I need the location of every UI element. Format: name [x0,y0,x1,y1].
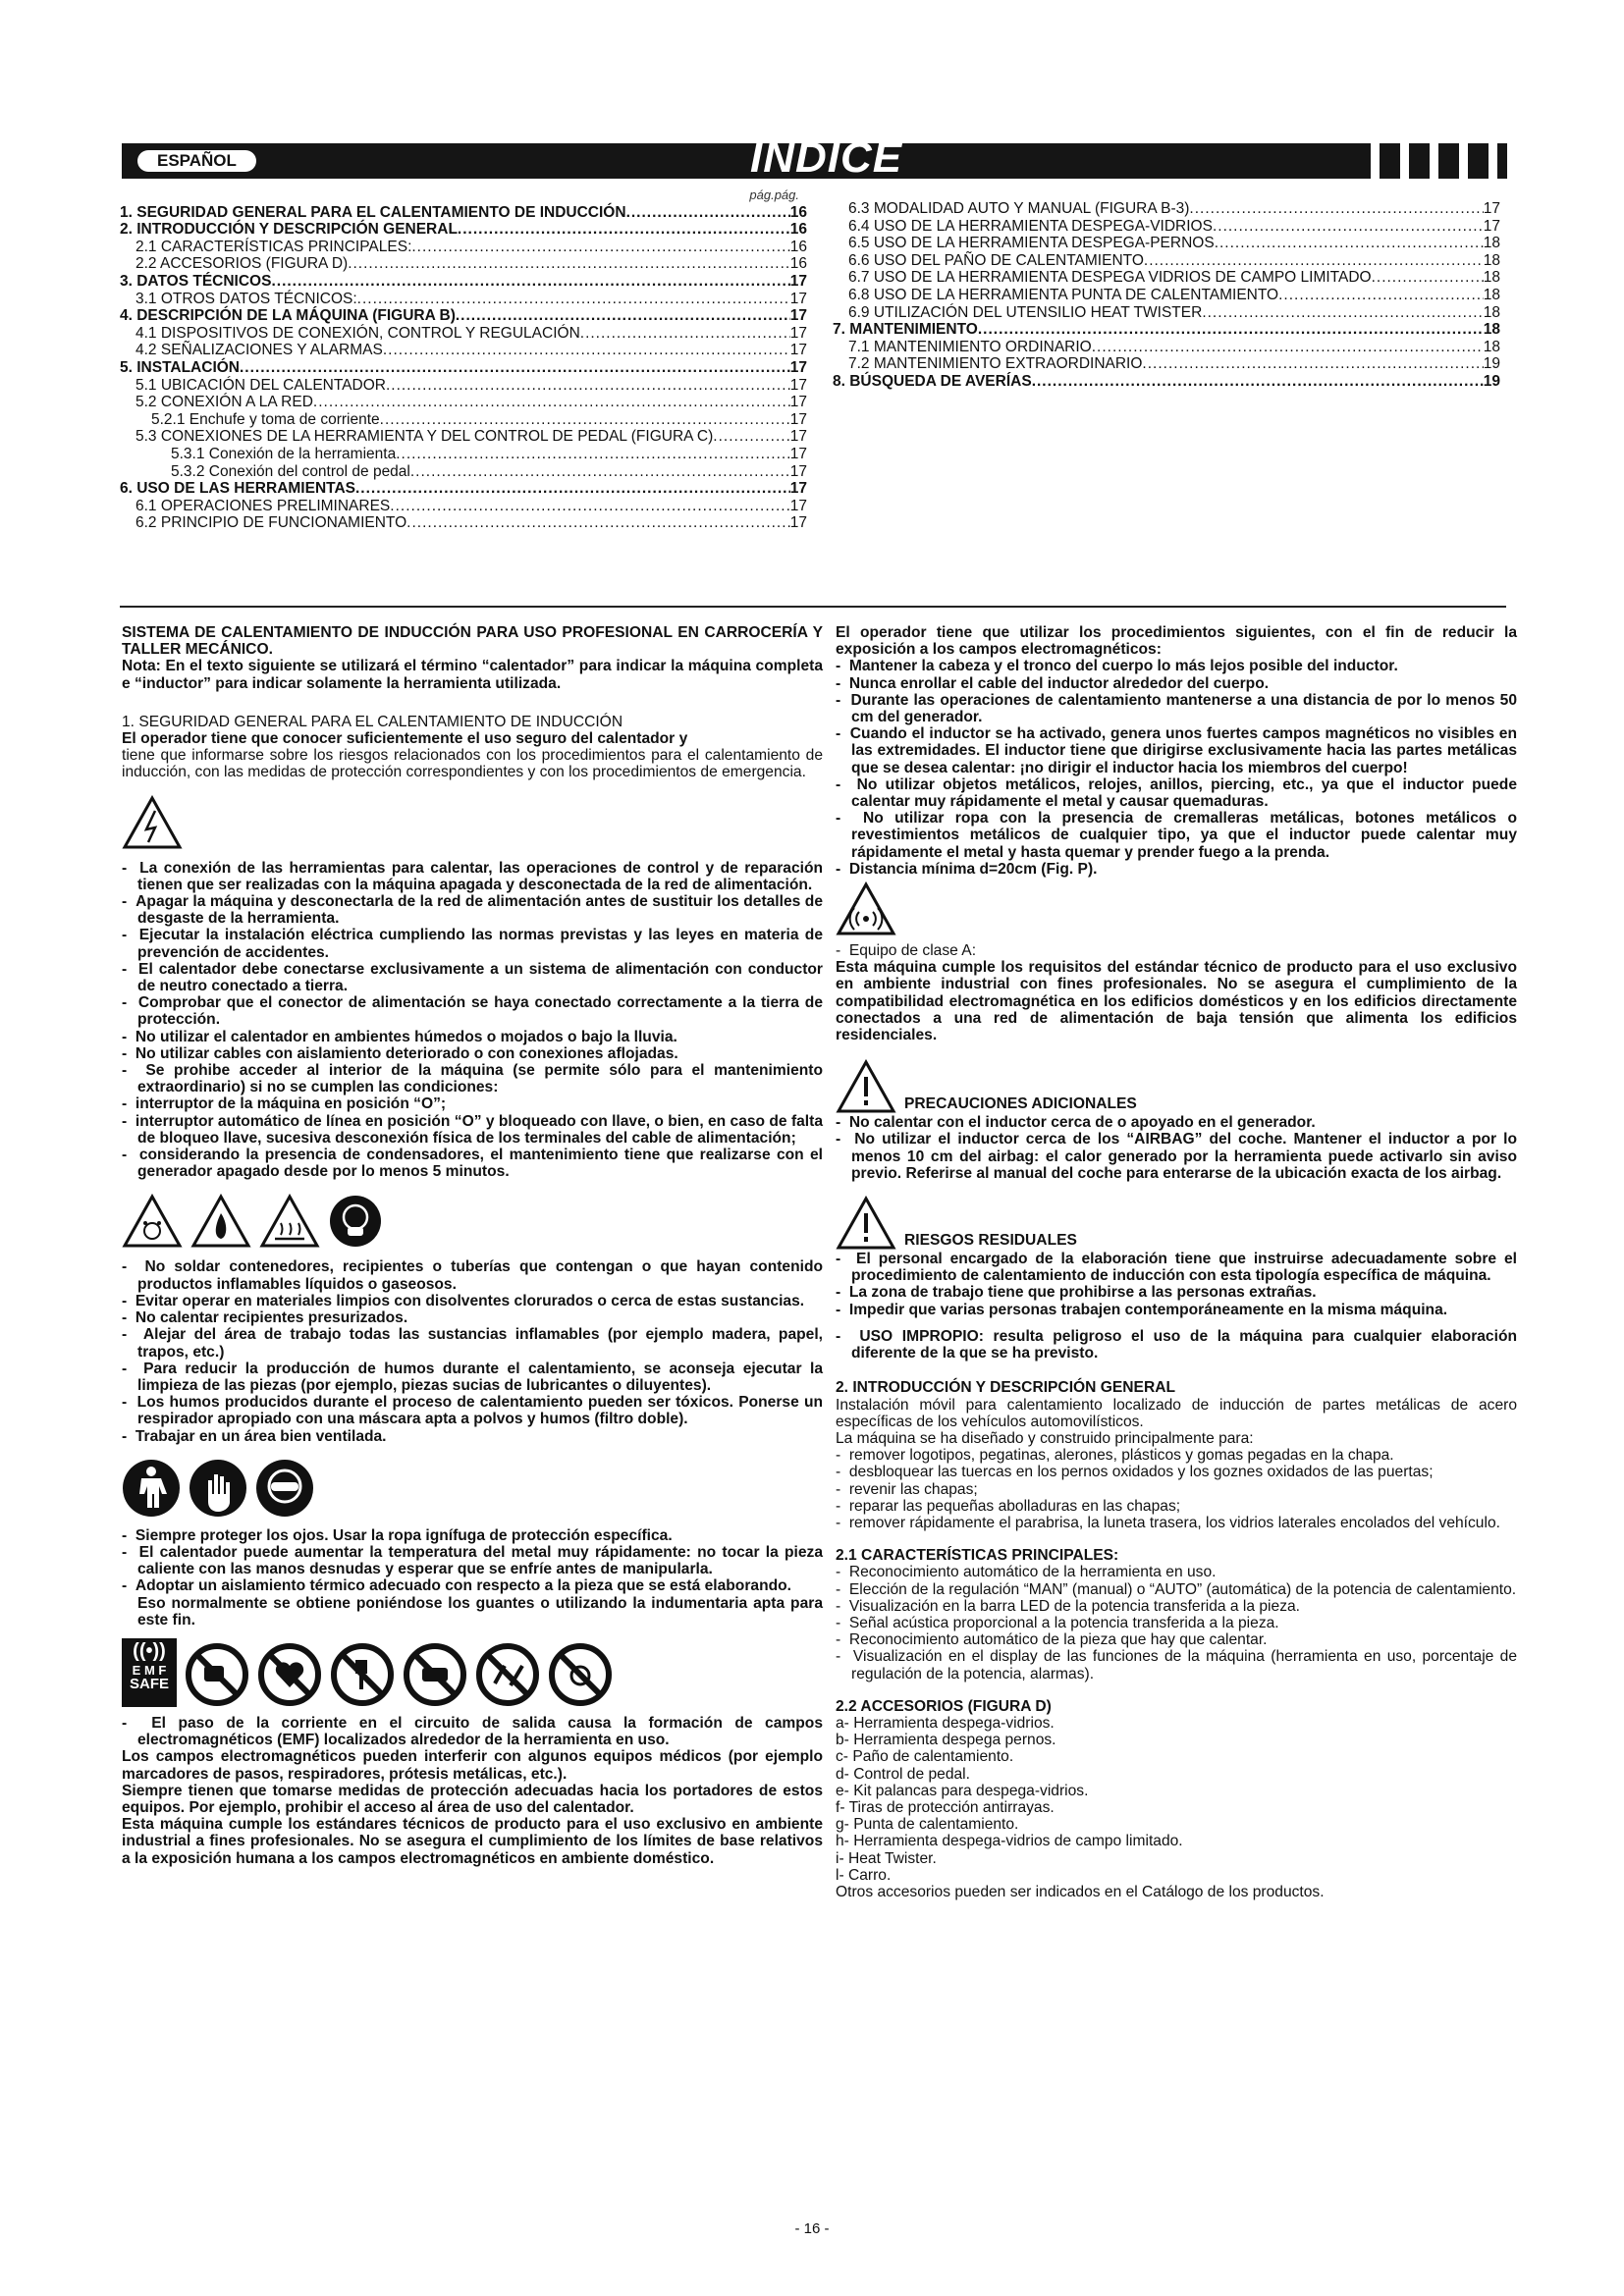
list-item: - interruptor automático de línea en posición “O” y bloqueado con llave, o bien, en caso de falta de bloqueo llave, sucesiva desconexión física de los terminales del cable de alimentación; [122,1112,824,1147]
accessory-item: i- Heat Twister. [836,1849,937,1867]
list-item-text: Nunca enrollar el cable del inductor alrededor del cuerpo. [848,674,1270,692]
toc-entry-page: 17 [789,514,807,532]
toc-entry-title: 5.3.2 Conexión del control de pedal [171,462,410,480]
emf-paragraph-1: Los campos electromagnéticos pueden interferir con algunos equipos médicos (por ejemplo marcadores de pasos, respiradores, prótesis metálicas, etc.). [122,1748,823,1783]
toc-entry-page: 17 [789,428,807,446]
accessory-item: a- Herramienta despega-vidrios. [836,1714,1055,1732]
toc-leader-dots [458,221,790,239]
toc-entry[interactable] [120,480,807,498]
class-a-item: - Equipo de clase A: [836,942,977,960]
note: Nota: En el texto siguiente se utilizará el término “calentador” para indicar la máquina completa e “inductor” para indicar solamente la herramienta utilizada. [122,658,823,692]
toc-leader-dots [1032,373,1484,391]
list-item-text: Se prohibe acceder al interior de la máquina (se permite sólo para el mantenimiento extraordinario) si no se cumplen las condiciones: [137,1062,824,1096]
toc-entry[interactable] [120,411,807,429]
section-1-intro: tiene que informarse sobre los riesgos relacionados con los procedimientos para el calentamiento de inducción, con las medidas de protección correspondientes y con los procedimientos de emergencia. [122,747,823,781]
list-item: - Comprobar que el conector de alimentación se haya conectado correctamente a la tierra de protección. [122,994,823,1029]
toc-entry-page: 17 [789,307,807,325]
toc-entry[interactable] [833,339,1500,356]
toc-leader-dots [713,428,789,446]
electric-shock-warning-icon [122,795,183,850]
toc-entry-page: 18 [1483,321,1500,339]
toc-entry-page: 17 [789,497,807,514]
toc-leader-dots [380,411,790,429]
section-1-title: 1. SEGURIDAD GENERAL PARA EL CALENTAMIENTO DE INDUCCIÓN [122,713,623,730]
toc-entry-page: 18 [1483,303,1500,321]
toc-entry-title: 6.8 USO DE LA HERRAMIENTA PUNTA DE CALENTAMIENTO [848,286,1279,303]
list-item: - El calentador puede aumentar la temperatura del metal muy rápidamente: no tocar la pieza caliente con las manos desnudas y esperar que se enfríe antes de manipularla. [122,1543,823,1578]
toc-right [833,200,1500,391]
list-item: - No calentar recipientes presurizados. [122,1309,408,1327]
toc-entry-title: 2.2 ACCESORIOS (FIGURA D) [135,255,349,273]
toc-entry[interactable] [833,269,1500,287]
list-item-text: Elección de la regulación “MAN” (manual) o “AUTO” (automática) de la potencia de calentamiento. [848,1580,1517,1598]
list-item-text: Visualización en la barra LED de la potencia transferida a la pieza. [848,1597,1300,1615]
list-item: - Visualización en la barra LED de la potencia transferida a la pieza. [836,1597,1300,1615]
respirator-mask-icon [328,1194,383,1249]
safety-list-1 [122,860,823,1181]
additional-precautions-heading [836,1059,1517,1114]
safety-list-2 [122,1258,823,1444]
toc-entry[interactable] [120,307,807,325]
list-item-text: interruptor automático de línea en posición “O” y bloqueado con llave, o bien, en caso de falta de bloqueo llave, sucesiva desconexión física de los terminales del cable de alimentación; [135,1112,824,1147]
list-item-text: Apagar la máquina y desconectarla de la red de alimentación antes de sustituir los detalles de desgaste de la herramienta. [135,893,823,928]
toc-entry[interactable] [120,204,807,222]
toc-leader-dots [386,377,790,395]
toc-entry[interactable] [833,252,1500,270]
list-item-text: No utilizar ropa con la presencia de cremalleras metálicas, botones metálicos o revestimientos metálicos de cualquier tipo, ya que el inductor puede calentar muy rápidamente el metal y hasta quemar y prender fuego a la prenda. [851,810,1518,861]
residual-risks-title: RIESGOS RESIDUALES [904,1231,1077,1249]
toc-leader-dots [348,255,790,273]
list-item-text: desbloquear las tuercas en los pernos oxidados y los goznes oxidados de las puertas; [848,1464,1434,1481]
toc-entry-title: 6.7 USO DE LA HERRAMIENTA DESPEGA VIDRIOS DE CAMPO LIMITADO [848,269,1372,287]
toc-entry-title: 2.1 CARACTERÍSTICAS PRINCIPALES: [135,238,412,255]
safe-label: SAFE [129,1675,169,1692]
list-item-text: La conexión de las herramientas para calentar, las operaciones de control y de reparación tienen que ser realizadas con la máquina apagada y desconectada de la red de alimentación. [137,859,823,893]
toc-entry-title: 5.2 CONEXIÓN A LA RED [135,394,313,411]
toc-leader-dots [396,446,790,463]
list-item-text: No utilizar cables con aislamiento deteriorado o con conexiones aflojadas. [135,1044,678,1062]
toc-entry-title: 6.6 USO DEL PAÑO DE CALENTAMIENTO [848,251,1144,269]
toc-leader-dots [1215,235,1484,252]
list-item: - Durante las operaciones de calentamiento mantenerse a una distancia de por lo menos 50 cm del generador. [836,691,1518,726]
list-item: - El paso de la corriente en el circuito de salida causa la formación de campos electromagnéticos (EMF) localizados alrededor de la herramienta en uso. [122,1714,823,1749]
list-item: - Impedir que varias personas trabajen contemporáneamente en la misma máquina. [836,1301,1448,1318]
list-item: - interruptor de la máquina en posición “O”; [122,1095,447,1113]
toc-leader-dots [1202,304,1483,322]
list-item: - Apagar la máquina y desconectarla de la red de alimentación antes de sustituir los detalles de desgaste de la herramienta. [122,893,823,928]
toc-entry[interactable] [120,291,807,308]
emf-safe-icon: ((•)) E M F SAFE [122,1638,177,1707]
accessory-item: h- Herramienta despega-vidrios de campo limitado. [836,1833,1183,1850]
toc-entry-page: 17 [789,376,807,394]
toc-entry-page: 17 [789,394,807,411]
accessory-item: d- Control de pedal. [836,1765,970,1783]
explosion-warning-icon [122,1194,183,1249]
toc-entry-page: 16 [789,221,807,239]
emf-procedures-list [836,658,1517,878]
toc-leader-dots [390,498,789,515]
safety-list-3-cont: Eso normalmente se obtiene poniéndose los guantes o utilizando la indumentaria apta para este fin. [137,1594,823,1629]
list-item: - La conexión de las herramientas para calentar, las operaciones de control y de reparación tienen que ser realizadas con la máquina apagada y desconectada de la red de alimentación. [122,859,823,893]
toc-leader-dots [1144,252,1484,270]
toc-entry-title: 6.4 USO DE LA HERRAMIENTA DESPEGA-VIDRIOS [848,217,1213,235]
accessory-item: l- Carro. [836,1866,892,1884]
toc-entry-title: 7. MANTENIMIENTO [833,321,978,339]
toc-entry[interactable] [120,273,807,291]
index-title: ÍNDICE [750,133,903,182]
improper-use-text: USO IMPROPIO: resulta peligroso el uso de la máquina para cualquier elaboración diferente de la que se ha previsto. [851,1327,1517,1362]
section-2-1-list [836,1564,1517,1682]
toc-entry[interactable] [833,373,1500,391]
toc-leader-dots [580,325,790,343]
toc-entry[interactable] [833,200,1500,218]
list-item: - revenir las chapas; [836,1480,978,1498]
toc-page-label: pág.pág. [749,187,799,202]
header-stripes [1371,143,1497,179]
additional-precautions-title: PRECAUCIONES ADICIONALES [904,1095,1137,1113]
protective-clothing-icon [122,1459,181,1518]
toc-entry-title: 7.1 MANTENIMIENTO ORDINARIO [848,338,1092,355]
list-item-text: reparar las pequeñas abolladuras en las chapas; [848,1497,1181,1515]
no-pacemaker-icon [185,1642,249,1707]
emf-icons-row [122,1638,823,1707]
toc-entry-page: 17 [789,480,807,498]
list-item-text: No utilizar el inductor cerca de los “AIRBAG” del coche. Mantener el inductor a por lo menos 10 cm del airbag: el calor generado por la herramienta puede activarlo sin aviso previo. Referirse al manual del coche para enterarse de la ubicación exacta de los airbag. [851,1131,1518,1182]
accessory-item: b- Herramienta despega pernos. [836,1732,1056,1749]
toc-entry-title: 5.3.1 Conexión de la herramienta [171,445,397,462]
list-item: - Señal acústica proporcional a la potencia transferida a la pieza. [836,1614,1279,1631]
hazard-icons-row [122,1194,823,1249]
toc-leader-dots [271,273,789,291]
list-item: - reparar las pequeñas abolladuras en las chapas; [836,1497,1181,1515]
list-item: - No soldar contenedores, recipientes o tuberías que contengan o que hayan contenido productos inflamables líquidos o gaseosos. [122,1258,823,1293]
toc-entry[interactable] [833,235,1500,252]
accessory-item: g- Punta de calentamiento. [836,1816,1019,1834]
list-item: - Adoptar un aislamiento térmico adecuado con respecto a la pieza que se está elaborando. [122,1577,791,1595]
toc-entry-page: 17 [1483,200,1500,217]
toc-entry-page: 16 [789,255,807,273]
document-title: SISTEMA DE CALENTAMIENTO DE INDUCCIÓN PARA USO PROFESIONAL EN CARROCERÍA Y TALLER MECÁNICO. [122,624,823,659]
toc-leader-dots [406,514,790,532]
list-item-text: remover rápidamente el parabrisa, la luneta trasera, los vidrios laterales encolados del vehículo. [848,1514,1500,1531]
toc-entry-title: 6.1 OPERACIONES PRELIMINARES [135,497,391,514]
section-2-1-title: 2.1 CARACTERÍSTICAS PRINCIPALES: [836,1547,1119,1565]
toc-entry-title: 6.9 UTILIZACIÓN DEL UTENSILIO HEAT TWISTER [848,303,1203,321]
list-item: - Trabajar en un área bien ventilada. [122,1427,387,1445]
toc-entry-title: 1. SEGURIDAD GENERAL PARA EL CALENTAMIENTO DE INDUCCIÓN [120,203,626,221]
toc-entry-title: 6.3 MODALIDAD AUTO Y MANUAL (FIGURA B-3) [848,200,1190,217]
toc-entry[interactable] [120,377,807,395]
list-item: - Mantener la cabeza y el tronco del cuerpo lo más lejos posible del inductor. [836,658,1398,675]
hot-surface-warning-icon [259,1194,320,1249]
emf-label: E M F [132,1662,167,1678]
list-item: - Se prohibe acceder al interior de la máquina (se permite sólo para el mantenimiento extraordinario) si no se cumplen las condiciones: [122,1062,824,1096]
class-a-text: Esta máquina cumple los requisitos del estándar técnico de producto para el uso exclusivo en ambiente industrial con fines profesionales. No se asegura el cumplimiento de la compatibilidad electromagnética en los edificios domésticos y en los edificios directamente conectados a una red de alimentación de baja tensión que alimenta los edificios residenciales. [836,959,1517,1044]
section-2-2-title: 2.2 ACCESORIOS (FIGURA D) [836,1697,1052,1715]
list-item: - No utilizar cables con aislamiento deteriorado o con conexiones aflojadas. [122,1044,678,1062]
toc-entry-title: 5.2.1 Enchufe y toma de corriente [151,410,380,428]
improper-use: - USO IMPROPIO: resulta peligroso el uso de la máquina para cualquier elaboración diferente de la que se ha previsto. [836,1327,1517,1362]
protective-gloves-icon [189,1459,247,1518]
no-metal-objects-icon [475,1642,540,1707]
list-item: - Visualización en el display de las funciones de la máquina (herramienta en uso, porcentaje de regulación de la potencia, alarmas). [836,1648,1518,1682]
list-item-text: Alejar del área de trabajo todas las sustancias inflamables (por ejemplo madera, papel, trapos, etc.) [137,1326,823,1361]
emf-list [122,1715,823,1748]
toc-entry-page: 19 [1483,372,1500,390]
toc-entry-page: 17 [789,462,807,480]
list-item-text: No utilizar el calentador en ambientes húmedos o mojados o bajo la lluvia. [135,1028,677,1045]
toc-entry-page: 18 [1483,338,1500,355]
emf-warning-icon-row [836,881,1517,936]
toc-entry[interactable] [833,321,1500,339]
toc-leader-dots [1092,339,1484,356]
no-heart-device-icon [257,1642,322,1707]
list-item-text: remover logotipos, pegatinas, alerones, plásticos y gomas pegadas en la chapa. [848,1447,1394,1465]
list-item-text: El paso de la corriente en el circuito de salida causa la formación de campos electromagnéticos (EMF) localizados alrededor de la herramienta en uso. [137,1714,823,1749]
list-item-text: No utilizar objetos metálicos, relojes, anillos, piercing, etc., ya que el inductor puede calentar muy rápidamente el metal y causar quemaduras. [851,775,1518,811]
toc-entry[interactable] [833,218,1500,236]
list-item: - No utilizar el calentador en ambientes húmedos o mojados o bajo la lluvia. [122,1028,677,1045]
list-item-text: Comprobar que el conector de alimentación se haya conectado correctamente a la tierra de protección. [137,994,823,1029]
toc-entry[interactable] [120,463,807,481]
toc-entry-page: 17 [789,445,807,462]
list-item: - Elección de la regulación “MAN” (manual) o “AUTO” (automática) de la potencia de calentamiento. [836,1580,1517,1598]
list-item-text: Adoptar un aislamiento térmico adecuado con respecto a la pieza que se está elaborando. [135,1577,791,1595]
list-item-text: Durante las operaciones de calentamiento mantenerse a una distancia de por lo menos 50 cm del generador. [850,691,1518,726]
list-item: - No utilizar ropa con la presencia de cremalleras metálicas, botones metálicos o revestimientos metálicos de cualquier tipo, ya que el inductor puede calentar muy rápidamente el metal y hasta quemar y prender fuego a la prenda. [836,810,1518,861]
list-item: - Ejecutar la instalación eléctrica cumpliendo las normas previstas y las leyes en materia de prevención de accidentes. [122,927,823,961]
list-item-text: Ejecutar la instalación eléctrica cumpliendo las normas previstas y las leyes en materia de prevención de accidentes. [137,927,823,961]
list-item-text: Mantener la cabeza y el tronco del cuerpo lo más lejos posible del inductor. [848,658,1398,675]
list-item: - desbloquear las tuercas en los pernos oxidados y los goznes oxidados de las puertas; [836,1464,1434,1481]
toc-entry-page: 18 [1483,235,1500,252]
list-item: - Reconocimiento automático de la herramienta en uso. [836,1564,1217,1581]
list-item: - remover rápidamente el parabrisa, la luneta trasera, los vidrios laterales encolados del vehículo. [836,1514,1500,1531]
list-item-text: Reconocimiento automático de la herramienta en uso. [848,1564,1217,1581]
list-item: - Siempre proteger los ojos. Usar la ropa ignífuga de protección específica. [122,1526,673,1544]
list-item-text: La zona de trabajo tiene que prohibirse a las personas extrañas. [848,1284,1317,1302]
list-item-text: El calentador puede aumentar la temperatura del metal muy rápidamente: no tocar la pieza caliente con las manos desnudas y esperar que se enfríe antes de manipularla. [137,1543,823,1578]
toc-entry-title: 6.5 USO DE LA HERRAMIENTA DESPEGA-PERNOS [848,235,1215,252]
section-1-intro-bold: El operador tiene que conocer suficientemente el uso seguro del calentador y [122,730,688,748]
additional-precautions-list [836,1114,1517,1182]
list-item-text: No calentar recipientes presurizados. [135,1309,408,1327]
toc-entry-page: 17 [789,342,807,359]
toc-entry[interactable] [120,342,807,359]
toc-leader-dots [383,342,790,359]
caution-warning-icon [836,1196,896,1251]
toc-entry-title: 4.1 DISPOSITIVOS DE CONEXIÓN, CONTROL Y REGULACIÓN [135,324,580,342]
list-item-text: No calentar con el inductor cerca de o apoyado en el generador. [848,1114,1316,1132]
list-item: - considerando la presencia de condensadores, el mantenimiento tiene que realizarse con el generador apagado desde por lo menos 5 minutos. [122,1147,824,1181]
toc-entry-title: 8. BÚSQUEDA DE AVERÍAS [833,372,1032,390]
toc-leader-dots [626,204,790,222]
list-item: - Alejar del área de trabajo todas las sustancias inflamables (por ejemplo madera, papel, trapos, etc.) [122,1326,823,1361]
list-item-text: No soldar contenedores, recipientes o tuberías que contengan o que hayan contenido productos inflamables líquidos o gaseosos. [137,1258,823,1293]
toc-entry-title: 6.2 PRINCIPIO DE FUNCIONAMIENTO [135,514,407,532]
toc-entry[interactable] [120,514,807,532]
toc-entry-page: 17 [789,358,807,376]
section-2-intro: Instalación móvil para calentamiento localizado de inducción de partes metálicas de acero específicas de los vehículos automovilísticos. [836,1396,1517,1430]
electromagnetic-field-warning-icon [836,881,896,936]
section-2-title: 2. INTRODUCCIÓN Y DESCRIPCIÓN GENERAL [836,1379,1175,1397]
toc-entry-page: 17 [789,324,807,342]
list-item: - Nunca enrollar el cable del inductor alrededor del cuerpo. [836,674,1270,692]
toc-entry-page: 17 [789,272,807,290]
list-item-text: Señal acústica proporcional a la potencia transferida a la pieza. [848,1614,1279,1631]
page-number: - 16 - [794,2220,830,2237]
right-column [836,624,1517,1900]
toc-entry-title: 3. DATOS TÉCNICOS [120,272,272,290]
section-2-2-footer: Otros accesorios pueden ser indicados en el Catálogo de los productos. [836,1883,1325,1900]
accessory-item: c- Paño de calentamiento. [836,1748,1014,1766]
toc-entry-title: 4.2 SEÑALIZACIONES Y ALARMAS [135,342,383,359]
fire-warning-icon [190,1194,251,1249]
eye-protection-icon [255,1459,314,1518]
ppe-icons-row [122,1459,823,1518]
toc-entry-title: 6. USO DE LAS HERRAMIENTAS [120,480,355,498]
toc-entry-page: 17 [789,410,807,428]
list-item: - No calentar con el inductor cerca de o apoyado en el generador. [836,1114,1316,1132]
toc-entry-title: 4. DESCRIPCIÓN DE LA MÁQUINA (FIGURA B) [120,307,456,325]
list-item-text: Distancia mínima d=20cm (Fig. P). [848,860,1098,878]
caution-warning-icon [836,1059,896,1114]
list-item: - Distancia mínima d=20cm (Fig. P). [836,860,1098,878]
toc-entry[interactable] [120,428,807,446]
toc-entry-page: 18 [1483,286,1500,303]
toc-leader-dots [456,307,790,325]
toc-entry-page: 16 [789,238,807,255]
section-2-list [836,1447,1517,1531]
list-item-text: Reconocimiento automático de la pieza que hay que calentar. [848,1631,1268,1649]
list-item-text: Visualización en el display de las funciones de la máquina (herramienta en uso, porcentaje de regulación de la potencia, alarmas). [851,1648,1518,1682]
toc-entry[interactable] [833,355,1500,373]
list-item-text: El calentador debe conectarse exclusivamente a un sistema de alimentación con conductor de neutro conectado a tierra. [137,960,823,995]
toc-leader-dots [1213,218,1484,236]
accessory-item: f- Tiras de protección antirrayas. [836,1798,1055,1816]
toc-leader-dots [1278,287,1484,304]
toc-entry-page: 17 [1483,217,1500,235]
emf-procedures-intro: El operador tiene que utilizar los procedimientos siguientes, con el fin de reducir la exposición a los campos electromagnéticos: [836,624,1517,659]
list-item-text: Cuando el inductor se ha activado, genera unos fuertes campos magnéticos no visibles en las extremidades. El inductor tiene que dirigirse exclusivamente hacia las partes metálicas que se desea calentar: ¡no dirigir el inductor hacia los miembros del cuerpo! [849,725,1518,776]
section-2-2-list [836,1715,1517,1884]
safety-list-3 [122,1527,823,1595]
list-item-text: revenir las chapas; [848,1480,978,1498]
toc-entry-title: 3.1 OTROS DATOS TÉCNICOS: [135,290,357,307]
list-item: - No utilizar objetos metálicos, relojes, anillos, piercing, etc., ya que el inductor puede calentar muy rápidamente el metal y causar quemaduras. [836,775,1518,811]
toc-entry[interactable] [833,287,1500,304]
list-item: - Reconocimiento automático de la pieza que hay que calentar. [836,1631,1268,1649]
accessory-item: e- Kit palancas para despega-vidrios. [836,1782,1089,1799]
toc-entry-title: 5.1 UBICACIÓN DEL CALENTADOR [135,376,386,394]
toc-entry[interactable] [120,394,807,411]
toc-leader-dots [1189,200,1483,218]
list-item: - La zona de trabajo tiene que prohibirse a las personas extrañas. [836,1284,1317,1302]
list-item-text: Siempre proteger los ojos. Usar la ropa ignífuga de protección específica. [135,1526,673,1544]
toc-entry-page: 19 [1483,355,1500,373]
list-item: - El personal encargado de la elaboración tiene que instruirse adecuadamente sobre el procedimiento de calentamiento de inducción con esta tipología específica de máquina. [836,1251,1518,1285]
toc-entry[interactable] [120,221,807,239]
toc-entry-page: 17 [789,290,807,307]
toc-left [120,187,807,532]
electric-hazard-icon-row [122,795,823,850]
no-metal-implant-icon [330,1642,395,1707]
list-item-text: Trabajar en un área bien ventilada. [135,1427,387,1445]
list-item-text: considerando la presencia de condensadores, el mantenimiento tiene que realizarse con el generador apagado desde por lo menos 5 minutos. [137,1147,824,1181]
class-a-item-text: Equipo de clase A: [848,942,977,960]
toc-leader-dots [313,394,790,411]
toc-leader-dots [410,463,790,481]
toc-entry[interactable] [120,359,807,377]
list-item-text: Evitar operar en materiales limpios con disolventes clorurados o cerca de estas sustancias. [135,1292,805,1309]
language-badge: ESPAÑOL [137,150,256,172]
section-2-intro-2: La máquina se ha diseñado y construido principalmente para: [836,1429,1254,1447]
list-item-text: interruptor de la máquina en posición “O”; [135,1095,447,1113]
list-item: - Los humos producidos durante el proceso de calentamiento pueden ser tóxicos. Ponerse un respirador apropiado con una máscara apta a polvos y humos (filtro doble). [122,1394,823,1428]
no-watch-icon [403,1642,467,1707]
emf-paragraph-2: Siempre tienen que tomarse medidas de protección adecuadas hacia los portadores de estos equipos. Por ejemplo, prohibir el acceso al área de uso del calentador. [122,1782,823,1816]
section-divider [120,606,1506,608]
toc-entry-page: 18 [1483,269,1500,287]
toc-leader-dots [1142,355,1483,373]
toc-leader-dots [240,359,790,377]
toc-entry[interactable] [120,255,807,273]
toc-entry-title: 2. INTRODUCCIÓN Y DESCRIPCIÓN GENERAL [120,221,458,239]
toc-entry-title: 7.2 MANTENIMIENTO EXTRAORDINARIO [848,355,1143,373]
index-header-bar [122,133,1507,182]
toc-entry-page: 16 [789,203,807,221]
residual-risks-list [836,1251,1517,1318]
toc-leader-dots [411,239,789,256]
toc-entry-title: 5.3 CONEXIONES DE LA HERRAMIENTA Y DEL CONTROL DE PEDAL (FIGURA C) [135,428,714,446]
no-jewelry-icon [548,1642,613,1707]
list-item: - El calentador debe conectarse exclusivamente a un sistema de alimentación con conductor de neutro conectado a tierra. [122,960,823,995]
left-column [122,624,823,1867]
toc-leader-dots [978,321,1484,339]
list-item: - Para reducir la producción de humos durante el calentamiento, se aconseja ejecutar la limpieza de las piezas (por ejemplo, piezas sucias de lubricantes o diluyentes). [122,1360,823,1394]
toc-entry[interactable] [120,446,807,463]
toc-leader-dots [357,291,790,308]
list-item-text: Impedir que varias personas trabajen contemporáneamente en la misma máquina. [848,1301,1448,1318]
toc-entry[interactable] [120,498,807,515]
toc-entry-title: 5. INSTALACIÓN [120,358,240,376]
toc-entry[interactable] [120,325,807,343]
list-item: - No utilizar el inductor cerca de los “AIRBAG” del coche. Mantener el inductor a por lo menos 10 cm del airbag: el calor generado por la herramienta puede activarlo sin aviso previo. Referirse al manual del coche para enterarse de la ubicación exacta de los airbag. [836,1131,1518,1182]
toc-leader-dots [1372,269,1484,287]
list-item: - remover logotipos, pegatinas, alerones, plásticos y gomas pegadas en la chapa. [836,1447,1394,1465]
residual-risks-heading [836,1196,1517,1251]
toc-entry-page: 18 [1483,251,1500,269]
toc-entry[interactable] [833,304,1500,322]
emf-paragraph-3: Esta máquina cumple los estándares técnicos de producto para el uso exclusivo en ambiente industrial a fines profesionales. No se asegura el cumplimiento de los límites de base relativos a la exposición humana a los campos electromagnéticos en ambiente doméstico. [122,1816,823,1867]
list-item: - Cuando el inductor se ha activado, genera unos fuertes campos magnéticos no visibles en las extremidades. El inductor tiene que dirigirse exclusivamente hacia las partes metálicas que se desea calentar: ¡no dirigir el inductor hacia los miembros del cuerpo! [836,725,1518,776]
list-item: - Evitar operar en materiales limpios con disolventes clorurados o cerca de estas sustancias. [122,1292,805,1309]
list-item-text: Los humos producidos durante el proceso de calentamiento pueden ser tóxicos. Ponerse un respirador apropiado con una máscara apta a polvos y humos (filtro doble). [136,1394,823,1428]
list-item-text: El personal encargado de la elaboración tiene que instruirse adecuadamente sobre el procedimiento de calentamiento de inducción con esta tipología específica de máquina. [851,1251,1518,1285]
toc-entry[interactable] [120,239,807,256]
toc-leader-dots [355,480,790,498]
list-item-text: Para reducir la producción de humos durante el calentamiento, se aconseja ejecutar la limpieza de las piezas (por ejemplo, piezas sucias de lubricantes o diluyentes). [137,1360,823,1394]
